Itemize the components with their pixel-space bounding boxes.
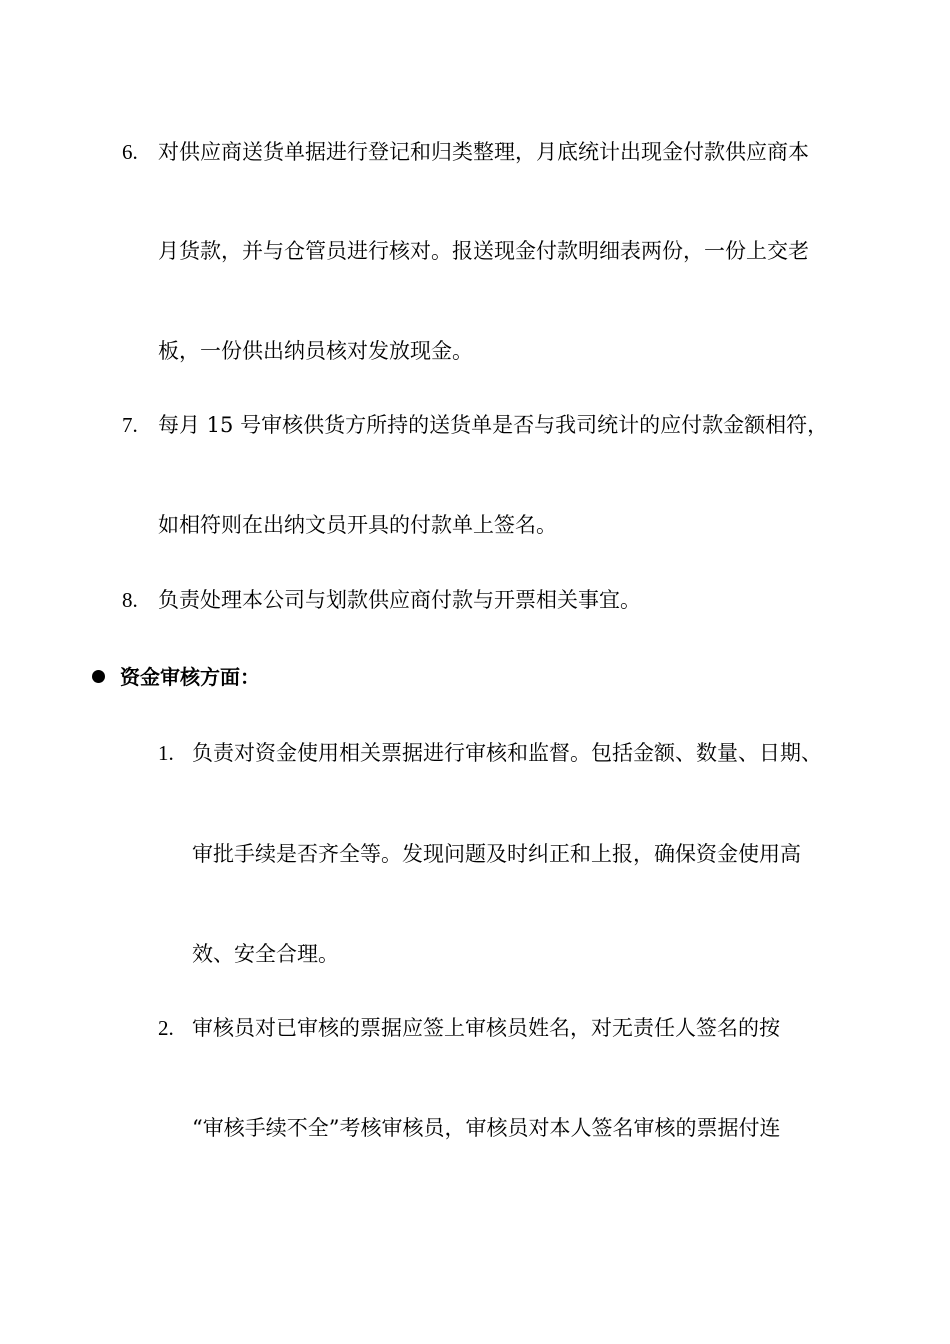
list-number: 1. bbox=[158, 741, 174, 765]
list-item-text: “审核手续不全”考核审核员，审核员对本人签名审核的票据付连 bbox=[192, 1116, 781, 1140]
list-number: 2. bbox=[158, 1016, 174, 1040]
list-item-text: 月货款，并与仓管员进行核对。报送现金付款明细表两份，一份上交老 bbox=[158, 239, 809, 263]
list-item-text: 负责对资金使用相关票据进行审核和监督。包括金额、数量、日期、 bbox=[192, 741, 822, 765]
list-item-text: 负责处理本公司与划款供应商付款与开票相关事宜。 bbox=[158, 588, 641, 612]
list-item-text: 对供应商送货单据进行登记和归类整理，月底统计出现金付款供应商本 bbox=[158, 140, 809, 164]
list-item-text: 审核员对已审核的票据应签上审核员姓名，对无责任人签名的按 bbox=[192, 1016, 780, 1040]
list-number: 7. bbox=[122, 413, 138, 437]
list-item-text: 如相符则在出纳文员开具的付款单上签名。 bbox=[158, 513, 557, 537]
list-item-text: 审批手续是否齐全等。发现问题及时纠正和上报，确保资金使用高 bbox=[192, 842, 801, 866]
list-number: 6. bbox=[122, 140, 138, 164]
section-heading: 资金审核方面： bbox=[120, 665, 260, 689]
list-item-text: 效、安全合理。 bbox=[192, 942, 339, 966]
list-item-text: 板，一份供出纳员核对发放现金。 bbox=[158, 339, 473, 363]
list-number: 8. bbox=[122, 588, 138, 612]
bullet-icon bbox=[92, 670, 105, 683]
list-item-text: 每月 15 号审核供货方所持的送货单是否与我司统计的应付款金额相符， bbox=[158, 413, 829, 437]
